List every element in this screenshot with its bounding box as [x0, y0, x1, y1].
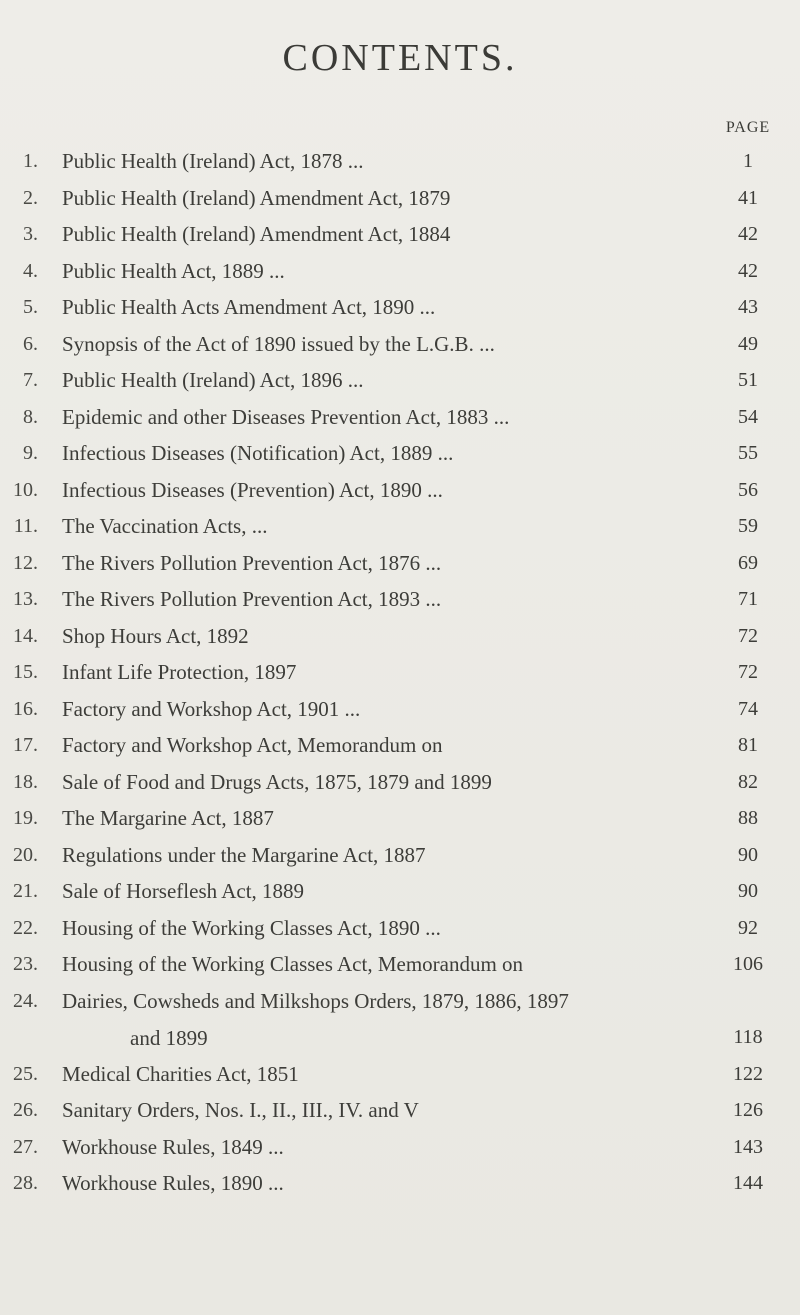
contents-entry	[0, 840, 800, 877]
contents-entry	[0, 986, 800, 1059]
entry-page: 126	[733, 1099, 763, 1121]
entry-page: 1	[743, 150, 753, 172]
entry-number: 2.	[23, 186, 38, 209]
entry-number: 24.	[13, 989, 38, 1012]
entry-page: 106	[733, 953, 763, 975]
contents-entry	[0, 803, 800, 840]
contents-entry	[0, 548, 800, 585]
entry-page: 55	[738, 442, 758, 464]
entry-page: 81	[738, 734, 758, 756]
entry-number: 25.	[13, 1062, 38, 1085]
contents-entry	[0, 694, 800, 731]
entry-title: Public Health (Ireland) Amendment Act, 1879	[62, 185, 451, 210]
entry-page: 92	[738, 916, 758, 939]
entry-title: Infectious Diseases (Notification) Act, 1889 ...	[62, 441, 454, 465]
entry-title: The Rivers Pollution Prevention Act, 1893 ...	[62, 587, 442, 611]
entry-page: 56	[738, 478, 758, 501]
entry-title: The Rivers Pollution Prevention Act, 1876 ...	[62, 550, 442, 575]
entry-title: The Vaccination Acts, ...	[62, 514, 268, 538]
contents-entry	[0, 256, 800, 293]
entry-number: 19.	[13, 807, 38, 829]
contents-entry	[0, 365, 800, 402]
entry-title: Workhouse Rules, 1890 ...	[62, 1171, 284, 1195]
contents-entry	[0, 146, 800, 183]
entry-title: Synopsis of the Act of 1890 issued by the L.G.B. ...	[62, 331, 495, 356]
entry-page: 72	[738, 661, 758, 683]
entry-page: 88	[738, 807, 758, 829]
entry-number: 10.	[13, 478, 38, 501]
entry-page: 43	[738, 296, 758, 318]
entry-number: 13.	[13, 588, 38, 610]
contents-entry	[0, 1132, 800, 1169]
entry-number: 18.	[13, 770, 38, 793]
entry-number: 12.	[13, 551, 38, 574]
contents-entry	[0, 402, 800, 439]
entry-title: Public Health Acts Amendment Act, 1890 ...	[62, 295, 436, 319]
entry-number: 8.	[23, 405, 38, 428]
entry-number: 7.	[23, 369, 38, 391]
entry-page: 42	[738, 223, 758, 245]
entry-number: 28.	[13, 1172, 38, 1194]
entry-title: Medical Charities Act, 1851	[62, 1061, 299, 1086]
entry-number: 14.	[13, 624, 38, 647]
contents-entry	[0, 183, 800, 220]
entry-title: Shop Hours Act, 1892	[62, 623, 249, 648]
entry-title: Factory and Workshop Act, 1901 ...	[62, 696, 361, 721]
entry-page: 90	[738, 843, 758, 866]
entry-page: 74	[738, 697, 758, 720]
entry-number: 27.	[13, 1135, 38, 1158]
entry-number: 1.	[23, 150, 38, 172]
entry-number: 21.	[13, 880, 38, 902]
entry-number: 20.	[13, 843, 38, 866]
entry-number: 22.	[13, 916, 38, 939]
entry-page: 72	[738, 624, 758, 647]
entry-page: 143	[733, 1135, 763, 1158]
entry-page: 69	[738, 551, 758, 574]
entry-number: 6.	[23, 332, 38, 355]
entry-number: 5.	[23, 296, 38, 318]
entry-title: Housing of the Working Classes Act, Memorandum on	[62, 952, 524, 976]
entry-title: Workhouse Rules, 1849 ...	[62, 1134, 284, 1159]
entry-number: 16.	[13, 697, 38, 720]
entry-number: 11.	[13, 515, 38, 537]
entry-title: Sanitary Orders, Nos. I., II., III., IV. and V	[62, 1098, 419, 1122]
contents-entry	[0, 219, 800, 256]
entry-title: Infant Life Protection, 1897	[62, 660, 297, 684]
entry-title: Dairies, Cowsheds and Milkshops Orders, 1879, 1886, 1897	[62, 988, 569, 1013]
contents-entry	[0, 1168, 800, 1205]
contents-entry	[0, 1095, 800, 1132]
entry-title: Sale of Food and Drugs Acts, 1875, 1879 and 1899	[62, 769, 492, 794]
entry-page: 54	[738, 405, 758, 428]
entry-page: 51	[738, 369, 758, 391]
contents-entry	[0, 767, 800, 804]
entry-number: 4.	[23, 259, 38, 282]
entry-title: Public Health (Ireland) Act, 1878 ...	[62, 149, 364, 173]
contents-entry	[0, 949, 800, 986]
entry-title: Public Health (Ireland) Amendment Act, 1884	[62, 222, 451, 246]
contents-list	[0, 146, 800, 1205]
entry-title-continuation: and 1899	[130, 1025, 208, 1050]
entry-page: 42	[738, 259, 758, 282]
entry-title: Housing of the Working Classes Act, 1890 ...	[62, 915, 441, 940]
entry-page: 122	[733, 1062, 763, 1085]
entry-number: 9.	[23, 442, 38, 464]
entry-title: Factory and Workshop Act, Memorandum on	[62, 733, 443, 757]
entry-title: The Margarine Act, 1887	[62, 806, 274, 830]
entry-title: Infectious Diseases (Prevention) Act, 1890 ...	[62, 477, 443, 502]
entry-title: Public Health (Ireland) Act, 1896 ...	[62, 368, 364, 392]
contents-entry	[0, 511, 800, 548]
entry-page: 82	[738, 770, 758, 793]
entry-page: 144	[733, 1172, 763, 1194]
contents-entry	[0, 292, 800, 329]
contents-entry	[0, 730, 800, 767]
entry-number: 15.	[13, 661, 38, 683]
entry-page: 71	[738, 588, 758, 610]
entry-title: Regulations under the Margarine Act, 1887	[62, 842, 426, 867]
entry-number: 17.	[13, 734, 38, 756]
contents-entry	[0, 329, 800, 366]
entry-page: 118	[733, 1025, 763, 1048]
entry-title: Epidemic and other Diseases Prevention Act, 1883 ...	[62, 404, 510, 429]
contents-entry	[0, 475, 800, 512]
entry-number: 26.	[13, 1099, 38, 1121]
entry-page: 90	[738, 880, 758, 902]
contents-entry	[0, 657, 800, 694]
contents-entry	[0, 913, 800, 950]
contents-entry	[0, 438, 800, 475]
contents-entry	[0, 876, 800, 913]
entry-page: 49	[738, 332, 758, 355]
entry-number: 3.	[23, 223, 38, 245]
entry-number: 23.	[13, 953, 38, 975]
page-column-label: PAGE	[725, 119, 771, 136]
contents-entry	[0, 1059, 800, 1096]
contents-entry	[0, 584, 800, 621]
contents-entry	[0, 621, 800, 658]
entry-page: 59	[738, 515, 758, 537]
entry-title: Sale of Horseflesh Act, 1889	[62, 879, 305, 903]
entry-page: 41	[738, 186, 758, 209]
page-title: CONTENTS.	[282, 37, 518, 79]
entry-title: Public Health Act, 1889 ...	[62, 258, 285, 283]
